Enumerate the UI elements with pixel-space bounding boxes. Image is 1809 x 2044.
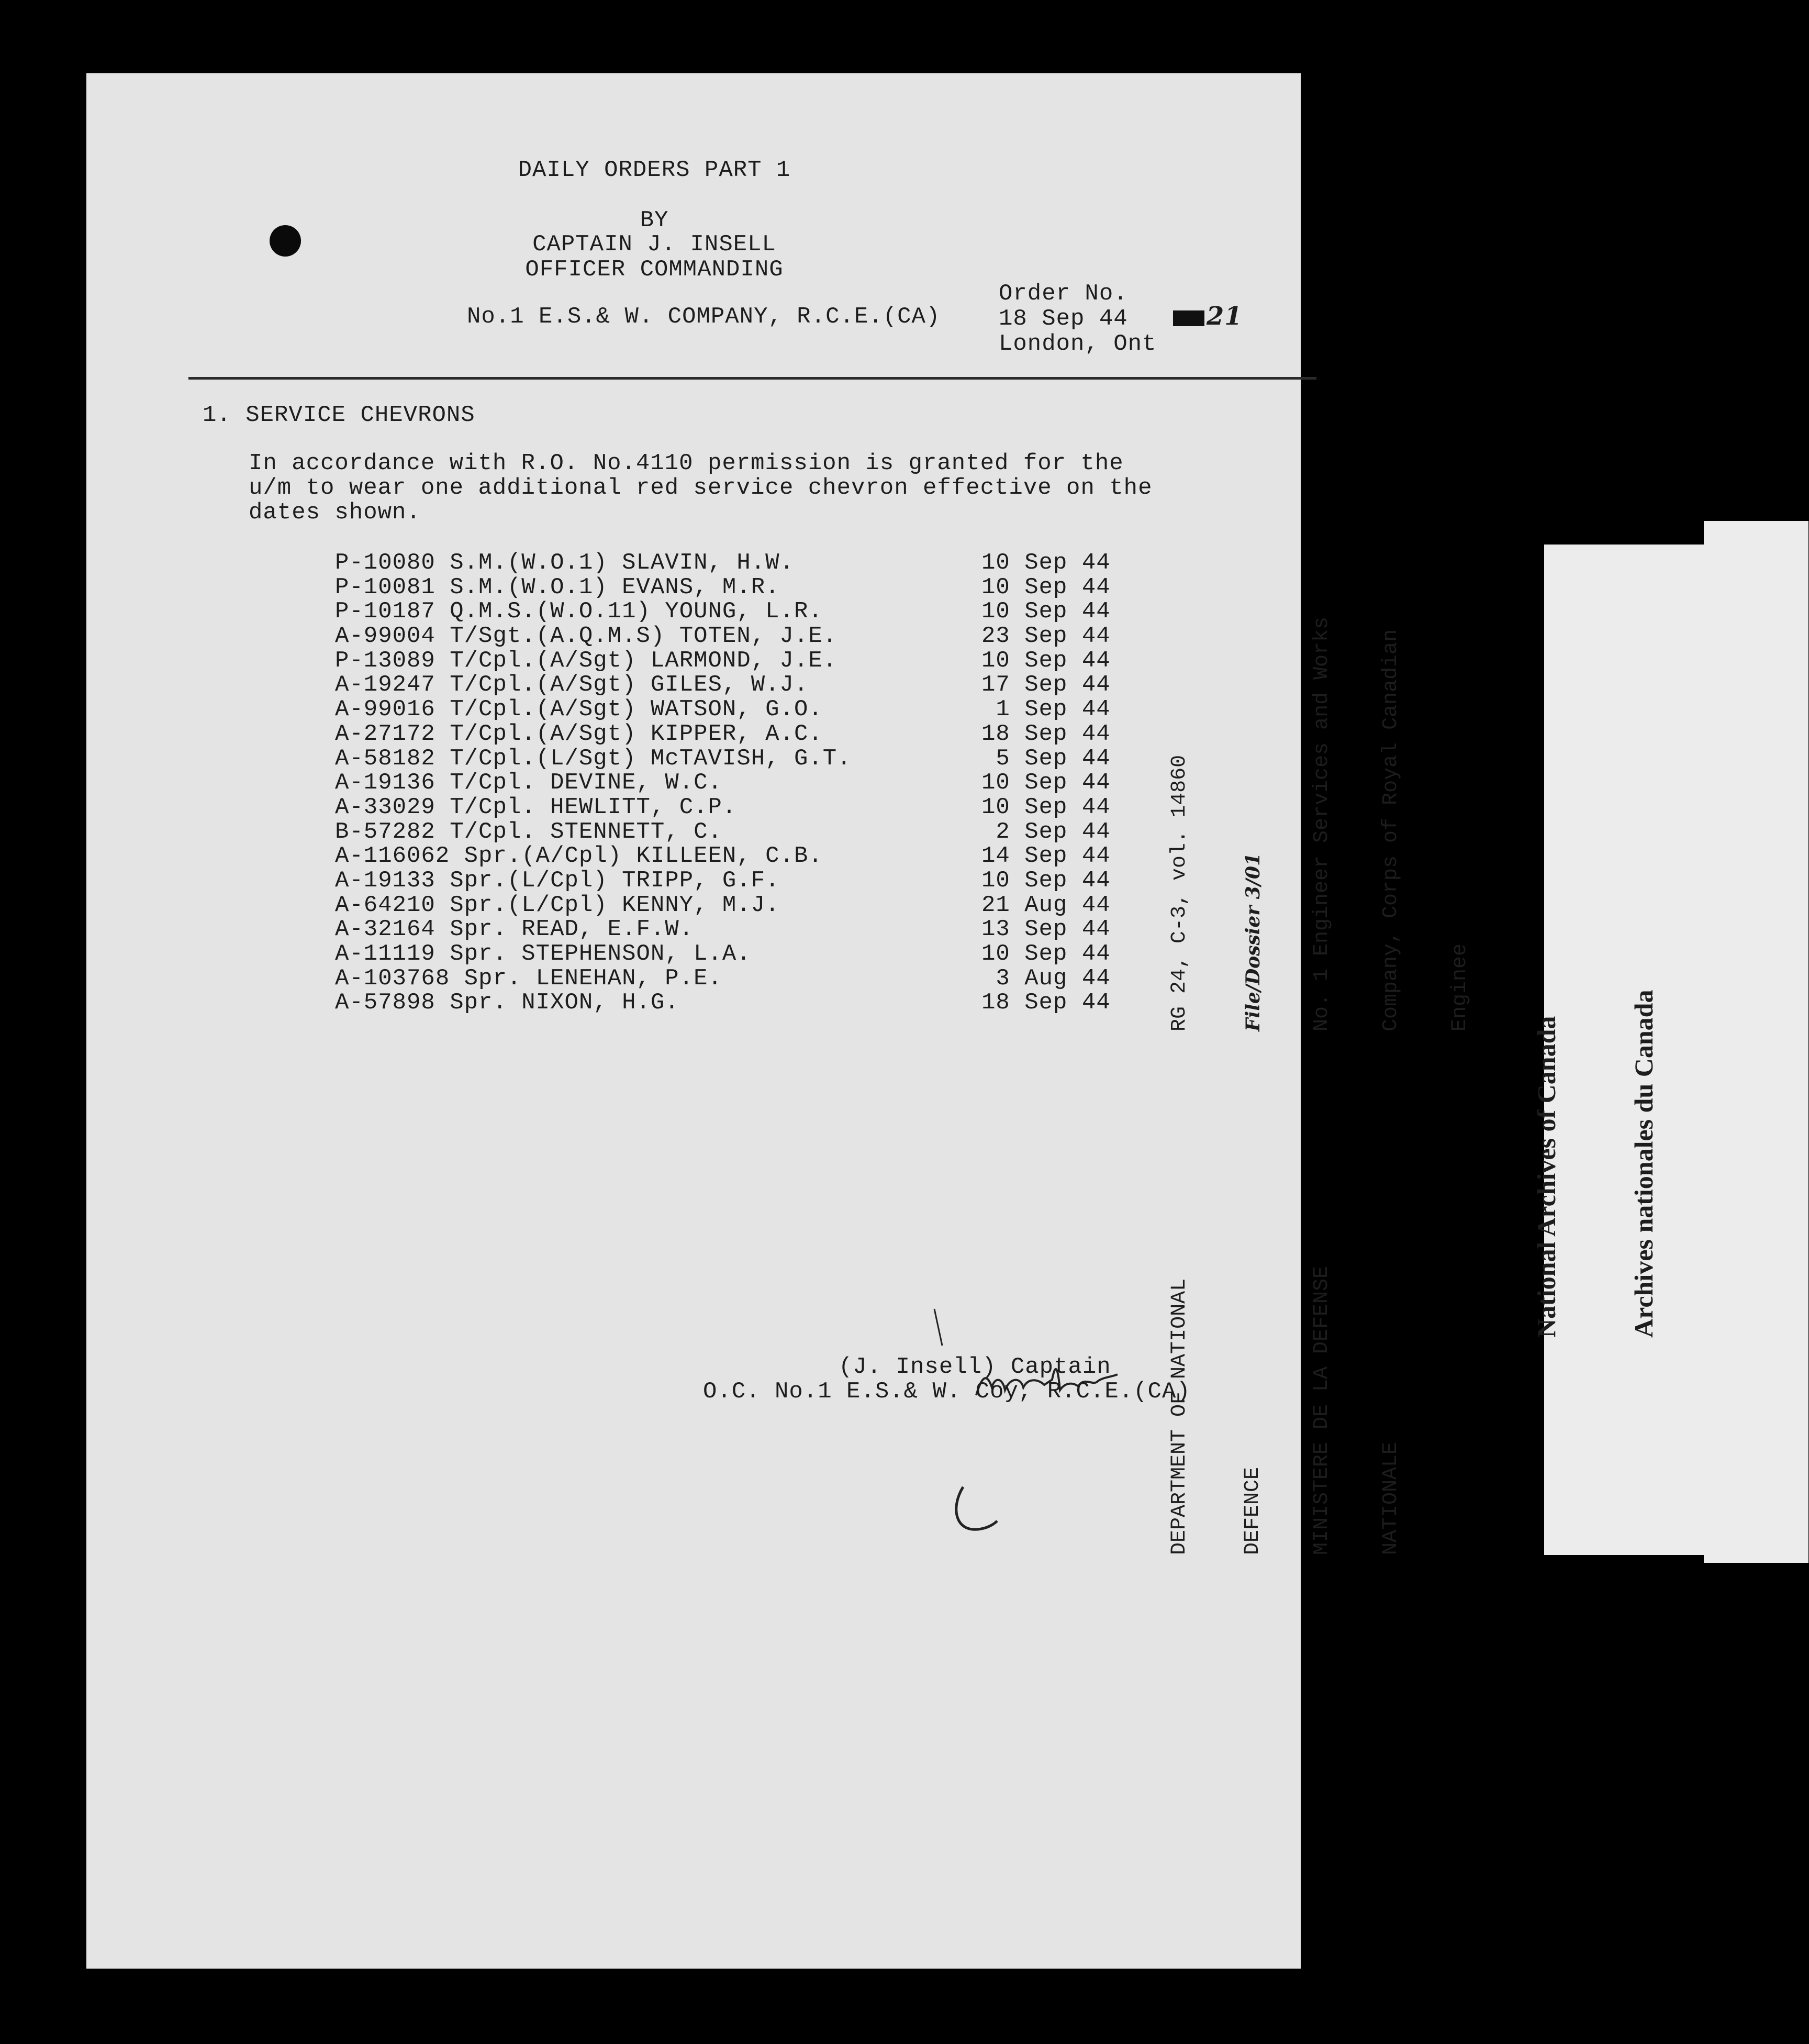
archive-reference: RG 24, C-3, vol. 14860 xyxy=(1168,754,1191,1031)
by-line: BY xyxy=(640,207,669,234)
roster-date: 10 Sep 44 xyxy=(981,794,1111,820)
roster-date: 17 Sep 44 xyxy=(981,672,1111,698)
unit-description-1: No. 1 Engineer Services and Works xyxy=(1310,616,1334,1031)
roster-date: 1 Sep 44 xyxy=(981,696,1111,723)
signature-unit: O.C. No.1 E.S.& W. Coy, R.C.E.(CA) xyxy=(703,1379,1191,1405)
roster-entry: A-99004 T/Sgt.(A.Q.M.S) TOTEN, J.E. xyxy=(335,623,838,650)
roster-entry: A-33029 T/Cpl. HEWLITT, C.P. xyxy=(335,794,737,820)
department-french-2: NATIONALE xyxy=(1379,1441,1403,1555)
roster-entry: A-19136 T/Cpl. DEVINE, W.C. xyxy=(335,770,722,796)
roster-date: 18 Sep 44 xyxy=(981,990,1111,1016)
roster-date: 10 Sep 44 xyxy=(981,867,1111,894)
roster-date: 18 Sep 44 xyxy=(981,720,1111,747)
roster-date: 13 Sep 44 xyxy=(981,916,1111,943)
company-name: No.1 E.S.& W. COMPANY, R.C.E.(CA) xyxy=(467,304,941,330)
roster-date: 10 Sep 44 xyxy=(981,598,1111,625)
roster-date: 14 Sep 44 xyxy=(981,843,1111,870)
section-paragraph-line-1: In accordance with R.O. No.4110 permission is granted for the xyxy=(249,450,1124,476)
order-place: London, Ont xyxy=(999,331,1157,357)
roster-entry: A-11119 Spr. STEPHENSON, L.A. xyxy=(335,941,751,967)
order-date: 18 Sep 44 xyxy=(999,306,1128,332)
roster-entry: A-116062 Spr.(A/Cpl) KILLEEN, C.B. xyxy=(335,843,823,870)
roster-date: 23 Sep 44 xyxy=(981,623,1111,650)
roster-entry: P-10081 S.M.(W.O.1) EVANS, M.R. xyxy=(335,574,780,601)
national-archives-label-text xyxy=(1465,990,1725,1338)
signature-name: (J. Insell) Captain xyxy=(839,1354,1111,1380)
roster-entry: A-19247 T/Cpl.(A/Sgt) GILES, W.J. xyxy=(335,672,809,698)
officer-commanding: OFFICER COMMANDING xyxy=(525,257,784,283)
roster-entry: A-57898 Spr. NIXON, H.G. xyxy=(335,990,679,1016)
unit-description-2: Company, Corps of Royal Canadian xyxy=(1379,629,1403,1031)
department-english-1: DEPARTMENT OF NATIONAL xyxy=(1168,1278,1191,1555)
roster-entry: B-57282 T/Cpl. STENNETT, C. xyxy=(335,818,722,845)
roster-date: 10 Sep 44 xyxy=(981,770,1111,796)
roster-entry: A-32164 Spr. READ, E.F.W. xyxy=(335,916,694,943)
roster-entry: P-10080 S.M.(W.O.1) SLAVIN, H.W. xyxy=(335,550,794,576)
roster-date: 10 Sep 44 xyxy=(981,647,1111,674)
roster-date: 10 Sep 44 xyxy=(981,574,1111,601)
roster-date: 21 Aug 44 xyxy=(981,892,1111,918)
roster-date: 3 Aug 44 xyxy=(981,965,1111,992)
section-heading: 1. SERVICE CHEVRONS xyxy=(203,402,475,428)
roster-entry: A-19133 Spr.(L/Cpl) TRIPP, G.F. xyxy=(335,867,780,894)
department-french-1: MINISTERE DE LA DEFENSE xyxy=(1310,1265,1334,1555)
section-paragraph-line-3: dates shown. xyxy=(249,499,421,526)
order-number-label: Order No. xyxy=(999,281,1128,307)
roster-date: 10 Sep 44 xyxy=(981,941,1111,967)
order-number-handwritten: 21 xyxy=(1136,280,1243,353)
roster-entry: A-99016 T/Cpl.(A/Sgt) WATSON, G.O. xyxy=(335,696,823,723)
roster-date: 5 Sep 44 xyxy=(981,745,1111,772)
department-english-2: DEFENCE xyxy=(1241,1467,1265,1555)
national-archives-label xyxy=(1532,521,1808,1563)
roster-entry: P-13089 T/Cpl.(A/Sgt) LARMOND, J.E. xyxy=(335,647,838,674)
archives-french: Archives nationales du Canada xyxy=(1629,990,1658,1338)
roster-date: 10 Sep 44 xyxy=(981,550,1111,576)
section-paragraph-line-2: u/m to wear one additional red service chevron effective on the xyxy=(249,475,1153,501)
captain-name: CAPTAIN J. INSELL xyxy=(532,231,776,258)
orders-title: DAILY ORDERS PART 1 xyxy=(518,157,791,183)
roster-date: 2 Sep 44 xyxy=(981,818,1111,845)
archives-english: National Archives of Canada xyxy=(1532,1016,1561,1338)
file-number-handwritten: File/Dossier 3/01 xyxy=(1242,852,1264,1031)
roster-entry: A-103768 Spr. LENEHAN, P.E. xyxy=(335,965,722,992)
roster-entry: A-64210 Spr.(L/Cpl) KENNY, M.J. xyxy=(335,892,780,918)
roster-entry: A-58182 T/Cpl.(L/Sgt) McTAVISH, G.T. xyxy=(335,745,852,772)
header-rule xyxy=(188,377,1316,380)
roster-entry: P-10187 Q.M.S.(W.O.11) YOUNG, L.R. xyxy=(335,598,823,625)
unit-description-3: Enginee xyxy=(1448,943,1472,1031)
roster-entry: A-27172 T/Cpl.(A/Sgt) KIPPER, A.C. xyxy=(335,720,823,747)
